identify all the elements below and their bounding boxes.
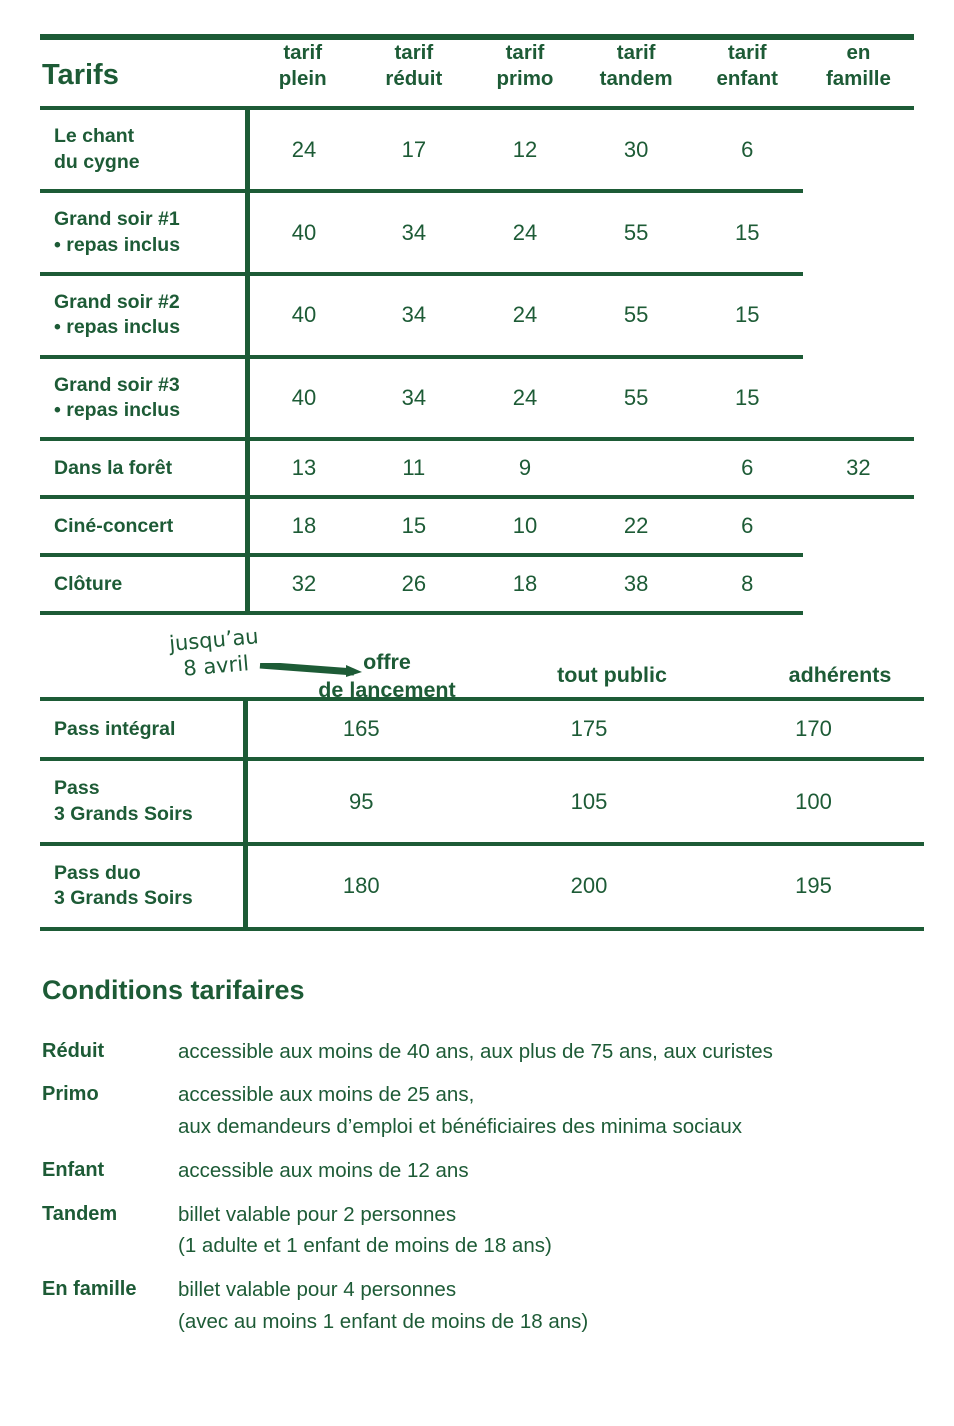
row-label: Pass 3 Grands Soirs	[40, 761, 245, 842]
cell-value: 200	[570, 873, 608, 899]
condition-term: En famille	[42, 1278, 137, 1301]
cell-value: 24	[512, 302, 538, 328]
cell-value: 26	[401, 571, 427, 597]
cell-value: 15	[735, 219, 760, 245]
cell-value	[803, 557, 914, 611]
condition-term: Réduit	[42, 1039, 105, 1062]
cell-value: 165	[342, 716, 380, 742]
column-header-offre-lancement: offre de lancement	[318, 650, 456, 702]
cell-value: 24	[512, 384, 538, 410]
condition-description: accessible aux moins de 12 ans	[178, 1158, 469, 1182]
condition-item-enfant	[40, 1155, 914, 1187]
cell-value: 15	[735, 302, 760, 328]
row-label: Clôture	[40, 557, 247, 611]
cell-value: 6	[741, 513, 754, 539]
condition-description: accessible aux moins de 40 ans, aux plus de 75 ans, aux curistes	[178, 1039, 773, 1063]
cell-value: 40	[291, 219, 317, 245]
cell-value: 18	[512, 571, 538, 597]
cell-value: 6	[741, 136, 754, 162]
row-label: Grand soir #1 • repas inclus	[40, 193, 247, 272]
cell-value: 17	[401, 136, 427, 162]
cell-value	[803, 193, 914, 272]
condition-term: Tandem	[42, 1202, 118, 1225]
tarifs-table	[40, 40, 914, 615]
cell-value	[803, 499, 914, 553]
cell-value: 8	[741, 571, 754, 597]
promo-deadline-note: jusqu’au 8 avril	[168, 624, 260, 682]
pass-section	[40, 621, 914, 930]
table-row	[40, 359, 914, 438]
cell-value	[803, 359, 914, 438]
table-row	[40, 193, 914, 272]
cell-value	[803, 110, 914, 189]
cell-value: 11	[402, 455, 426, 481]
table-row	[40, 499, 914, 553]
cell-value: 22	[623, 513, 649, 539]
row-label: Ciné-concert	[40, 499, 247, 553]
condition-term: Enfant	[42, 1158, 105, 1181]
condition-term: Primo	[42, 1083, 99, 1106]
condition-item-tandem	[40, 1199, 914, 1263]
pass-table	[40, 697, 924, 930]
table-row	[40, 846, 924, 927]
cell-value: 38	[623, 571, 649, 597]
table-row	[40, 110, 914, 189]
cell-value: 55	[623, 384, 649, 410]
cell-value: 32	[291, 571, 317, 597]
column-header-tarif-plein: tarif plein	[278, 41, 327, 91]
table-row	[40, 761, 924, 842]
cell-value: 34	[401, 384, 427, 410]
tarifs-header-row	[40, 40, 914, 106]
row-label: Pass intégral	[40, 701, 245, 757]
column-header-tarif-enfant: tarif enfant	[716, 41, 778, 91]
condition-item-reduit	[40, 1036, 914, 1068]
condition-description: billet valable pour 4 personnes (avec au moins 1 enfant de moins de 18 ans)	[178, 1278, 589, 1333]
row-label: Grand soir #2 • repas inclus	[40, 276, 247, 355]
cell-value: 34	[401, 302, 427, 328]
row-label: Grand soir #3 • repas inclus	[40, 359, 247, 438]
cell-value: 40	[291, 384, 317, 410]
condition-description: accessible aux moins de 25 ans, aux demandeurs d’emploi et bénéficiaires des minima sociaux	[178, 1083, 743, 1139]
cell-value: 55	[623, 219, 649, 245]
column-header-tarif-reduit: tarif réduit	[385, 41, 443, 91]
cell-value: 180	[342, 873, 380, 899]
cell-value: 6	[741, 455, 754, 481]
column-header-adherents: adhérents	[788, 663, 892, 688]
cell-value: 15	[735, 384, 760, 410]
cell-value: 100	[795, 788, 832, 814]
cell-value: 32	[846, 455, 871, 481]
separator-row	[40, 611, 914, 615]
condition-item-en-famille	[40, 1274, 914, 1338]
cell-value: 34	[401, 219, 427, 245]
pass-header	[40, 621, 914, 702]
table-row	[40, 441, 914, 495]
conditions-title: Conditions tarifaires	[42, 974, 305, 1005]
condition-item-primo	[40, 1079, 914, 1143]
row-label: Pass duo 3 Grands Soirs	[40, 846, 245, 927]
cell-value: 175	[570, 716, 608, 742]
cell-value: 105	[570, 788, 608, 814]
cell-value: 55	[623, 302, 649, 328]
cell-value	[803, 276, 914, 355]
cell-value: 15	[401, 513, 427, 539]
row-label: Le chant du cygne	[40, 110, 247, 189]
table-row	[40, 701, 924, 757]
pricing-document	[0, 34, 954, 1426]
cell-value: 9	[518, 455, 532, 481]
cell-value	[581, 441, 692, 495]
cell-value: 195	[795, 873, 832, 899]
row-label: Dans la forêt	[40, 441, 247, 495]
cell-value: 170	[795, 716, 832, 742]
column-header-tout-public: tout public	[557, 663, 667, 688]
page-title: Tarifs	[42, 59, 119, 92]
cell-value: 10	[512, 513, 538, 539]
cell-value: 24	[291, 136, 317, 162]
cell-value: 40	[291, 302, 317, 328]
cell-value: 18	[291, 513, 317, 539]
cell-value: 30	[623, 136, 649, 162]
table-row	[40, 557, 914, 611]
condition-description: billet valable pour 2 personnes (1 adulte et 1 enfant de moins de 18 ans)	[178, 1202, 552, 1258]
column-header-en-famille: en famille	[825, 41, 891, 91]
separator-row	[40, 927, 924, 931]
table-row	[40, 276, 914, 355]
column-header-tarif-primo: tarif primo	[496, 41, 554, 91]
cell-value: 24	[512, 219, 538, 245]
cell-value: 12	[512, 136, 538, 162]
cell-value: 95	[349, 788, 374, 814]
column-header-tarif-tandem: tarif tandem	[599, 41, 673, 91]
conditions-list	[40, 1036, 914, 1338]
cell-value: 13	[291, 455, 317, 481]
